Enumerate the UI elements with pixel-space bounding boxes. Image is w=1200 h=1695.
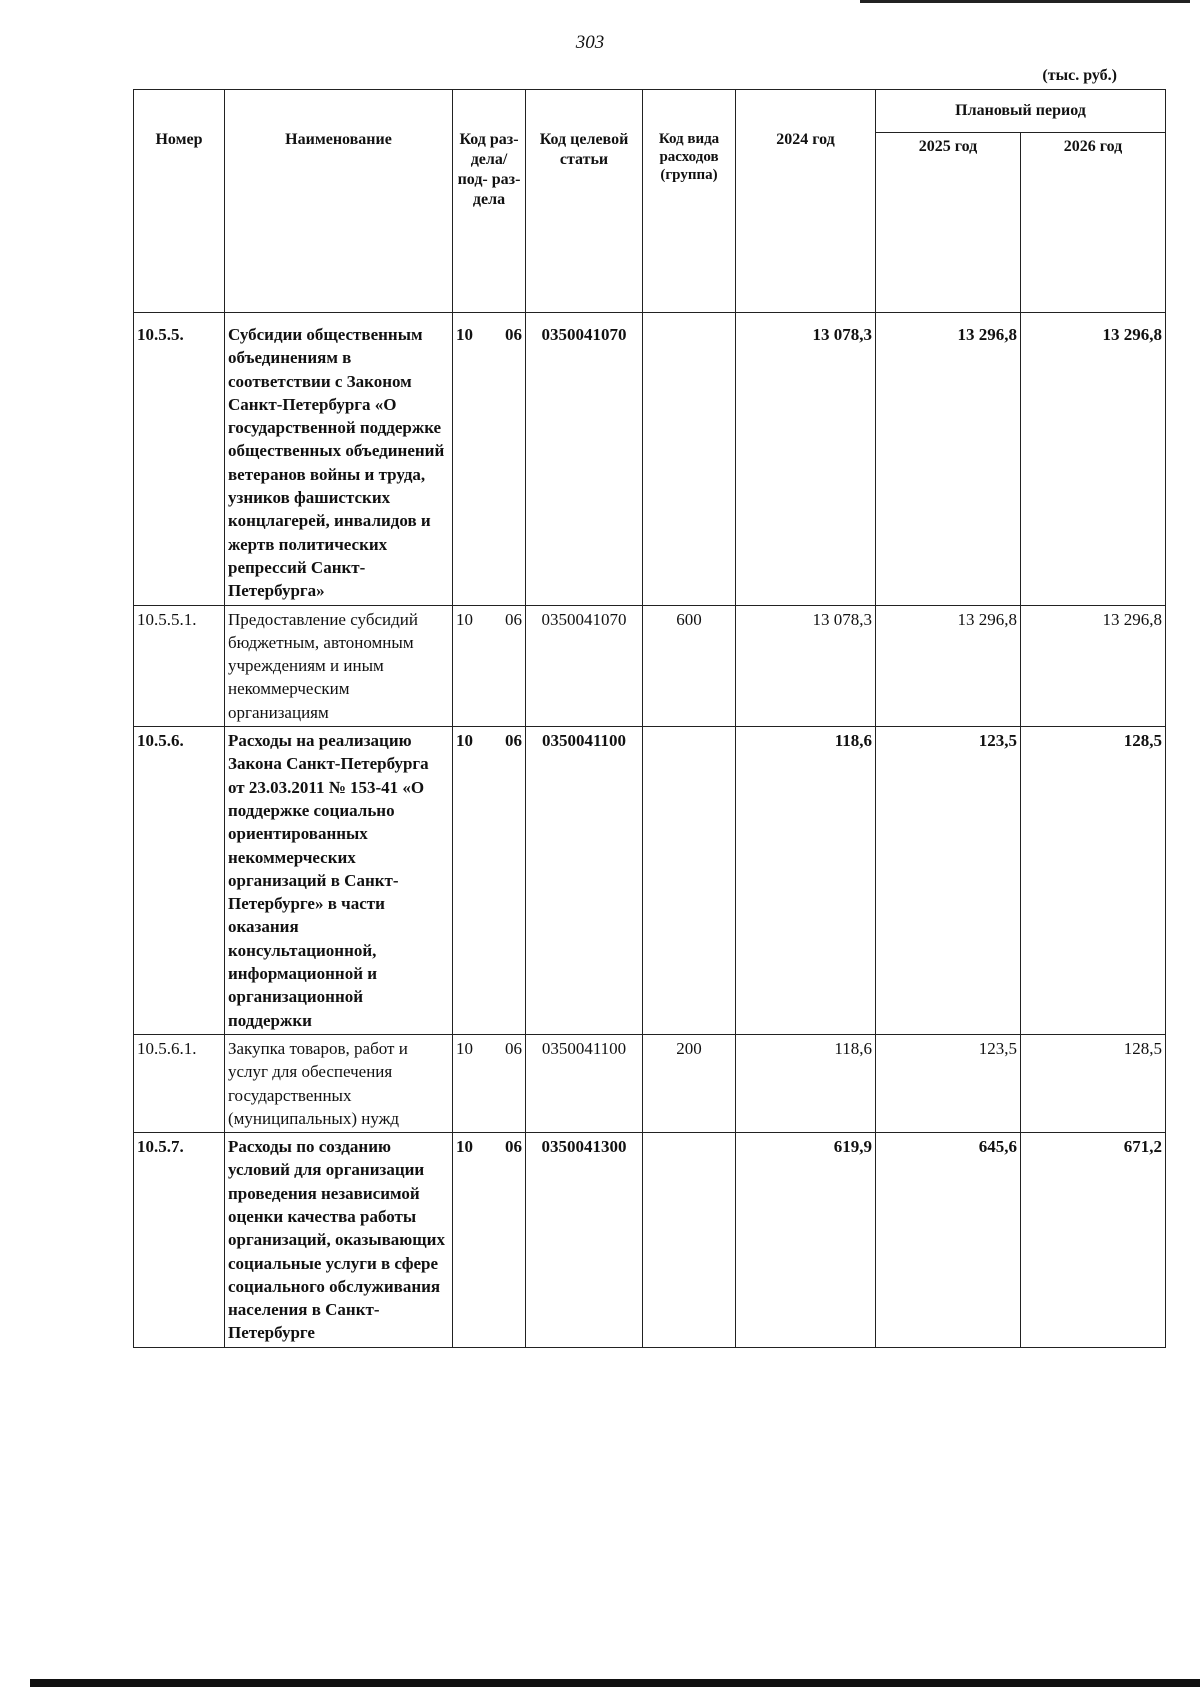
- row-number: 10.5.6.1.: [134, 1034, 225, 1132]
- header-number: Номер: [134, 90, 225, 313]
- row-number: 10.5.7.: [134, 1133, 225, 1348]
- row-amount-2024: 13 078,3: [736, 605, 876, 726]
- row-number: 10.5.5.: [134, 313, 225, 606]
- row-subsection: 06: [505, 731, 522, 751]
- row-amount-2025: 123,5: [876, 727, 1021, 1035]
- row-section: 10: [456, 325, 473, 344]
- row-amount-2024: 619,9: [736, 1133, 876, 1348]
- row-target-code: 0350041070: [526, 605, 643, 726]
- header-section: Код раз- дела/ под- раз- дела: [453, 90, 526, 313]
- row-section-code: [453, 1034, 526, 1132]
- row-subsection: 06: [505, 1038, 522, 1058]
- row-subsection: 06: [505, 609, 522, 629]
- row-number: 10.5.6.: [134, 727, 225, 1035]
- row-amount-2025: 123,5: [876, 1034, 1021, 1132]
- top-rule: [860, 0, 1190, 3]
- row-amount-2026: 13 296,8: [1021, 605, 1166, 726]
- header-name: Наименование: [225, 90, 453, 313]
- budget-table: [133, 89, 1166, 1348]
- row-name: Расходы на реализацию Закона Санкт-Петербурга от 23.03.2011 № 153-41 «О поддержке социально ориентированных некоммерческих организаций в Санкт-Петербурге» в части оказания консультационной, информационной и организационной поддержки: [225, 727, 453, 1035]
- bottom-rule: [30, 1679, 1200, 1687]
- row-amount-2025: 13 296,8: [876, 605, 1021, 726]
- table-row: [134, 605, 1166, 726]
- row-subsection: 06: [505, 1137, 522, 1157]
- row-amount-2024: 118,6: [736, 1034, 876, 1132]
- header-2024: 2024 год: [736, 90, 876, 313]
- row-section: 10: [456, 609, 473, 629]
- row-amount-2024: 118,6: [736, 727, 876, 1035]
- row-subsection: 06: [505, 325, 522, 344]
- table-row: [134, 1034, 1166, 1132]
- header-2026: 2026 год: [1021, 133, 1166, 313]
- row-expense-group: 600: [643, 605, 736, 726]
- row-target-code: 0350041300: [526, 1133, 643, 1348]
- row-section-code: [453, 313, 526, 606]
- row-amount-2026: 671,2: [1021, 1133, 1166, 1348]
- row-name: Субсидии общественным объединениям в соответствии с Законом Санкт-Петербурга «О государственной поддержке общественных объединений ветеранов войны и труда, узников фашистских концлагерей, инвалидов и жертв политических репрессий Санкт-Петербурга»: [225, 313, 453, 606]
- row-target-code: 0350041100: [526, 727, 643, 1035]
- row-amount-2026: 13 296,8: [1021, 313, 1166, 606]
- row-expense-group: [643, 727, 736, 1035]
- header-2025: 2025 год: [876, 133, 1021, 313]
- row-section: 10: [456, 731, 473, 751]
- header-target: Код целевой статьи: [526, 90, 643, 313]
- row-section-code: [453, 727, 526, 1035]
- row-expense-group: [643, 313, 736, 606]
- row-expense-group: [643, 1133, 736, 1348]
- table-row: [134, 1133, 1166, 1348]
- row-name: Предоставление субсидий бюджетным, автономным учреждениям и иным некоммерческим организациям: [225, 605, 453, 726]
- row-section: 10: [456, 1038, 473, 1058]
- page-number: 303: [575, 32, 605, 53]
- row-amount-2026: 128,5: [1021, 1034, 1166, 1132]
- row-section-code: [453, 1133, 526, 1348]
- row-amount-2025: 13 296,8: [876, 313, 1021, 606]
- header-expense-type: Код вида расходов (группа): [643, 90, 736, 313]
- units-label: (тыс. руб.): [1042, 67, 1117, 84]
- table-row: [134, 313, 1166, 606]
- row-name: Расходы по созданию условий для организации проведения независимой оценки качества работы организаций, оказывающих социальные услуги в сфере социального обслуживания населения в Санкт-Петербурге: [225, 1133, 453, 1348]
- row-amount-2026: 128,5: [1021, 727, 1166, 1035]
- row-number: 10.5.5.1.: [134, 605, 225, 726]
- table-row: [134, 727, 1166, 1035]
- row-expense-group: 200: [643, 1034, 736, 1132]
- row-name: Закупка товаров, работ и услуг для обеспечения государственных (муниципальных) нужд: [225, 1034, 453, 1132]
- row-target-code: 0350041070: [526, 313, 643, 606]
- header-plan-period: Плановый период: [876, 90, 1166, 133]
- row-amount-2025: 645,6: [876, 1133, 1021, 1348]
- row-section-code: [453, 605, 526, 726]
- row-target-code: 0350041100: [526, 1034, 643, 1132]
- row-section: 10: [456, 1137, 473, 1157]
- row-amount-2024: 13 078,3: [736, 313, 876, 606]
